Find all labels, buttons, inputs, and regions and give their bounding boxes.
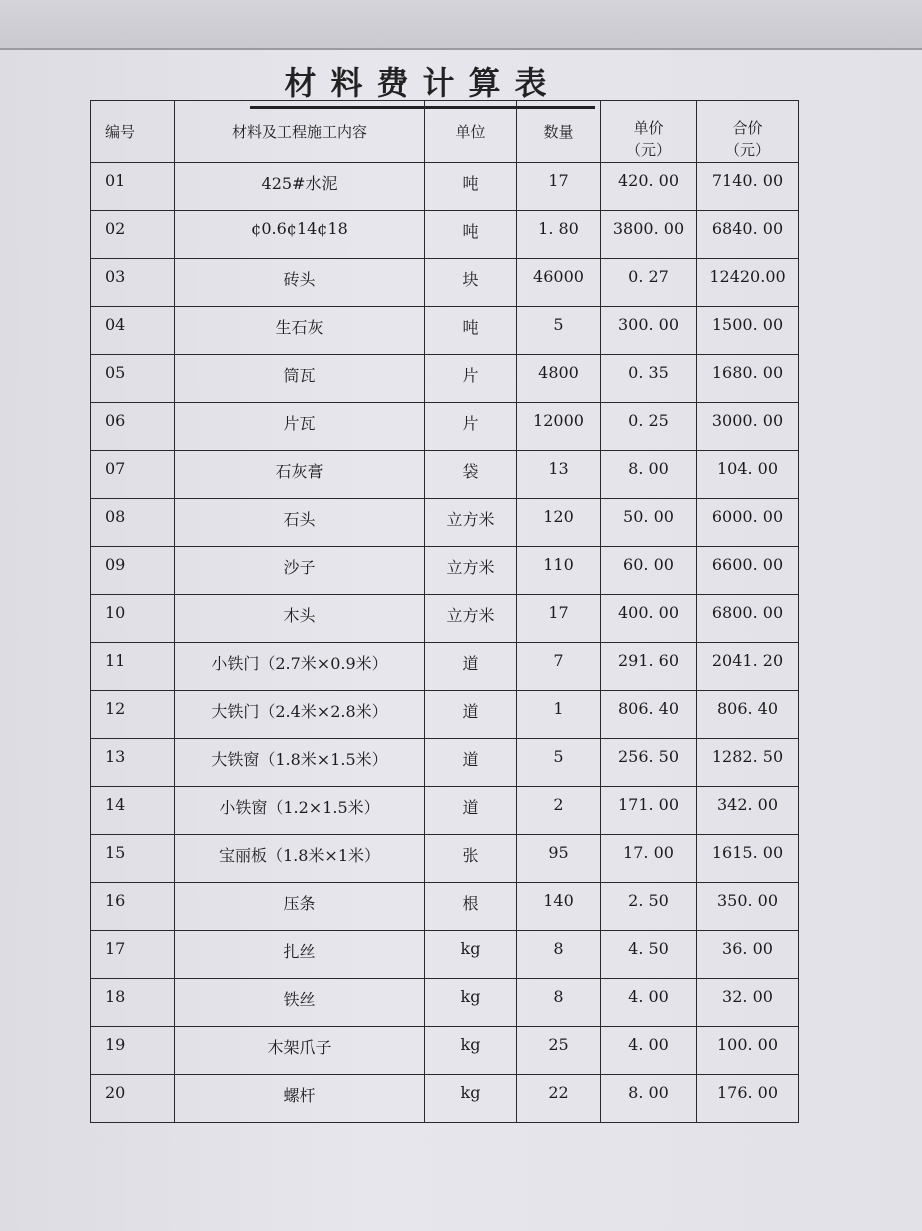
cell-total: 32. 00: [697, 979, 799, 1027]
table-row: [91, 883, 799, 931]
cell-item: 铁丝: [175, 979, 425, 1027]
cell-total: 2041. 20: [697, 643, 799, 691]
cell-unit: 片: [425, 355, 517, 403]
cell-total: 1500. 00: [697, 307, 799, 355]
cell-unit: 立方米: [425, 547, 517, 595]
cell-qty: 95: [517, 835, 601, 883]
cell-unit: kg: [425, 931, 517, 979]
cell-item: 木头: [175, 595, 425, 643]
cell-no: 08: [91, 499, 175, 547]
cell-item: 宝丽板（1.8米×1米）: [175, 835, 425, 883]
table-row: [91, 259, 799, 307]
cell-qty: 46000: [517, 259, 601, 307]
cell-no: 05: [91, 355, 175, 403]
header-price: [601, 101, 697, 163]
cell-item: 大铁窗（1.8米×1.5米）: [175, 739, 425, 787]
cell-qty: 22: [517, 1075, 601, 1123]
table-row: [91, 403, 799, 451]
cell-qty: 8: [517, 979, 601, 1027]
cell-price: 806. 40: [601, 691, 697, 739]
cell-no: 13: [91, 739, 175, 787]
cell-unit: 片: [425, 403, 517, 451]
table-row: [91, 355, 799, 403]
cell-unit: 道: [425, 643, 517, 691]
cell-total: 350. 00: [697, 883, 799, 931]
cell-price: 0. 35: [601, 355, 697, 403]
table-row: [91, 1027, 799, 1075]
cell-price: 8. 00: [601, 451, 697, 499]
table-row: [91, 787, 799, 835]
cell-no: 11: [91, 643, 175, 691]
header-price-unit: （元）: [625, 141, 671, 159]
cell-price: 3800. 00: [601, 211, 697, 259]
header-qty: 数量: [517, 101, 601, 163]
cell-price: 50. 00: [601, 499, 697, 547]
cell-unit: 道: [425, 739, 517, 787]
cell-no: 12: [91, 691, 175, 739]
cell-price: 0. 25: [601, 403, 697, 451]
cell-no: 02: [91, 211, 175, 259]
cell-item: 生石灰: [175, 307, 425, 355]
cell-qty: 140: [517, 883, 601, 931]
cell-qty: 17: [517, 595, 601, 643]
cell-unit: 块: [425, 259, 517, 307]
cell-item: 石头: [175, 499, 425, 547]
cell-no: 06: [91, 403, 175, 451]
table-row: [91, 595, 799, 643]
cell-price: 0. 27: [601, 259, 697, 307]
cell-qty: 5: [517, 739, 601, 787]
cell-qty: 8: [517, 931, 601, 979]
cell-price: 291. 60: [601, 643, 697, 691]
cell-total: 104. 00: [697, 451, 799, 499]
cell-item: 小铁门（2.7米×0.9米）: [175, 643, 425, 691]
cell-no: 10: [91, 595, 175, 643]
table-row: [91, 163, 799, 211]
cell-price: 300. 00: [601, 307, 697, 355]
table-row: [91, 643, 799, 691]
cell-qty: 4800: [517, 355, 601, 403]
material-cost-table: [90, 100, 799, 1123]
table-row: [91, 451, 799, 499]
cell-price: 420. 00: [601, 163, 697, 211]
cell-item: 沙子: [175, 547, 425, 595]
cell-no: 07: [91, 451, 175, 499]
cell-no: 01: [91, 163, 175, 211]
header-no: 编号: [91, 101, 175, 163]
cell-total: 6800. 00: [697, 595, 799, 643]
cell-item: 425#水泥: [175, 163, 425, 211]
cell-unit: 袋: [425, 451, 517, 499]
cell-item: 压条: [175, 883, 425, 931]
header-unit: 单位: [425, 101, 517, 163]
cell-qty: 1. 80: [517, 211, 601, 259]
table-row: [91, 1075, 799, 1123]
cell-total: 100. 00: [697, 1027, 799, 1075]
cell-no: 04: [91, 307, 175, 355]
cell-item: 大铁门（2.4米×2.8米）: [175, 691, 425, 739]
cell-unit: 张: [425, 835, 517, 883]
cell-unit: 道: [425, 691, 517, 739]
cell-qty: 110: [517, 547, 601, 595]
cell-price: 4. 00: [601, 1027, 697, 1075]
table-row: [91, 979, 799, 1027]
cell-unit: kg: [425, 1027, 517, 1075]
cell-unit: kg: [425, 1075, 517, 1123]
cell-item: 小铁窗（1.2×1.5米）: [175, 787, 425, 835]
header-total-label: 合价: [732, 119, 763, 137]
header-total: [697, 101, 799, 163]
cell-no: 14: [91, 787, 175, 835]
cell-total: 7140. 00: [697, 163, 799, 211]
cell-unit: 吨: [425, 211, 517, 259]
header-item: 材料及工程施工内容: [175, 101, 425, 163]
cell-total: 1615. 00: [697, 835, 799, 883]
cell-qty: 25: [517, 1027, 601, 1075]
cell-price: 60. 00: [601, 547, 697, 595]
document-title: 材料费计算表: [250, 58, 595, 109]
cell-total: 6840. 00: [697, 211, 799, 259]
table-row: [91, 931, 799, 979]
cell-no: 03: [91, 259, 175, 307]
table-row: [91, 211, 799, 259]
cell-item: 螺杆: [175, 1075, 425, 1123]
cell-total: 176. 00: [697, 1075, 799, 1123]
cell-total: 806. 40: [697, 691, 799, 739]
cell-item: 扎丝: [175, 931, 425, 979]
cell-total: 342. 00: [697, 787, 799, 835]
header-total-unit: （元）: [724, 141, 770, 159]
cell-total: 6000. 00: [697, 499, 799, 547]
cell-no: 19: [91, 1027, 175, 1075]
table-row: [91, 499, 799, 547]
cell-qty: 2: [517, 787, 601, 835]
table-header-row: [91, 101, 799, 163]
cell-unit: 道: [425, 787, 517, 835]
cell-qty: 5: [517, 307, 601, 355]
cell-price: 400. 00: [601, 595, 697, 643]
cell-price: 8. 00: [601, 1075, 697, 1123]
cell-no: 17: [91, 931, 175, 979]
cell-total: 1282. 50: [697, 739, 799, 787]
table-row: [91, 547, 799, 595]
cell-qty: 1: [517, 691, 601, 739]
cell-price: 4. 50: [601, 931, 697, 979]
cell-no: 20: [91, 1075, 175, 1123]
cell-price: 2. 50: [601, 883, 697, 931]
cell-no: 09: [91, 547, 175, 595]
table-row: [91, 691, 799, 739]
cell-unit: kg: [425, 979, 517, 1027]
cell-total: 36. 00: [697, 931, 799, 979]
table-body: [91, 163, 799, 1123]
cell-unit: 立方米: [425, 499, 517, 547]
cell-qty: 12000: [517, 403, 601, 451]
table-row: [91, 835, 799, 883]
cell-qty: 120: [517, 499, 601, 547]
cell-total: 12420.00: [697, 259, 799, 307]
cell-item: 石灰膏: [175, 451, 425, 499]
table-row: [91, 307, 799, 355]
cell-unit: 吨: [425, 307, 517, 355]
cell-price: 17. 00: [601, 835, 697, 883]
cell-qty: 13: [517, 451, 601, 499]
cell-total: 6600. 00: [697, 547, 799, 595]
cell-item: 片瓦: [175, 403, 425, 451]
cell-item: 筒瓦: [175, 355, 425, 403]
header-price-label: 单价: [633, 119, 664, 137]
cell-no: 18: [91, 979, 175, 1027]
cell-total: 1680. 00: [697, 355, 799, 403]
table-row: [91, 739, 799, 787]
cell-total: 3000. 00: [697, 403, 799, 451]
cell-item: 木架爪子: [175, 1027, 425, 1075]
cell-price: 256. 50: [601, 739, 697, 787]
cell-qty: 7: [517, 643, 601, 691]
cell-price: 171. 00: [601, 787, 697, 835]
cell-unit: 立方米: [425, 595, 517, 643]
cell-no: 16: [91, 883, 175, 931]
cell-price: 4. 00: [601, 979, 697, 1027]
cell-qty: 17: [517, 163, 601, 211]
cell-no: 15: [91, 835, 175, 883]
cell-item: ¢0.6¢14¢18: [175, 211, 425, 259]
cell-unit: 根: [425, 883, 517, 931]
cell-unit: 吨: [425, 163, 517, 211]
cell-item: 砖头: [175, 259, 425, 307]
